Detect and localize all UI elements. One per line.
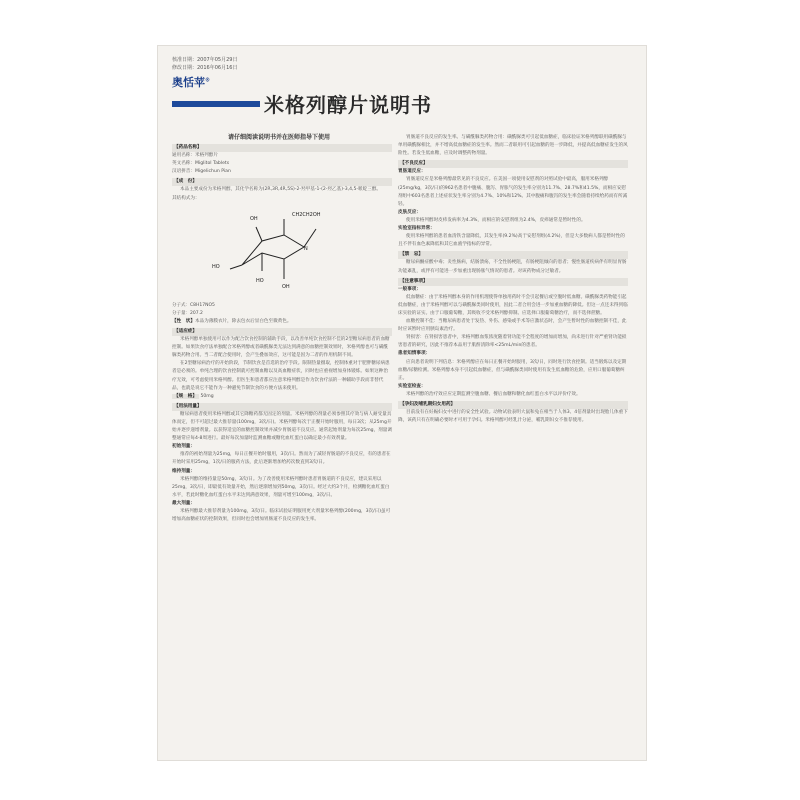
struct-ho-bottom: HO: [256, 277, 264, 284]
hypoglycemia-text: 低血糖症：由于米格列醇本身的作用机理使得单独用药时不会引起餐后或空腹时低血糖。磺酰脲类药物能引起低血糖症，由于米格列醇可以与磺酰脲类同时使用，因此二者合用会进一步加重血糖的降低。但这一点还未得到临床实验的证实。由于口服葡萄糖，其吸收不受米格列醇抑制。应选择口服葡萄糖治疗，而不选择蔗糖。: [398, 294, 628, 316]
generic-name: 通用名称：米格列醇片: [172, 153, 218, 159]
page-title: 米格列醇片说明书: [264, 93, 432, 117]
composition-text: 本品主要成份为米格列醇，其化学名称为(2R,3R,4R,5S)-2-羟甲基-1-(2-羟乙基)-3,4,5-哌啶三醇。: [180, 187, 382, 193]
english-name: 英文名称：Miglitol Tablets: [172, 161, 230, 167]
initial-dose-text: 推荐的初始剂量为25mg，每日正餐开始时服用，3次/日。然而为了减轻胃肠道的不良反应，有的患者在开始时采用25mg，1次/日的服药方法，此后逐渐增加给药次数直到3次/日。: [172, 452, 391, 466]
date-approved: 核准日期：2007年05月29日: [172, 57, 238, 63]
approval-dates: [172, 56, 237, 72]
glycemic-loss-text: 血糖控制不佳：当糖尿病患者处于发热、外伤、感染或手术等应激状态时，会产生暂时性的血糖控制不佳，此时应该暂时应用胰岛素治疗。: [398, 319, 627, 333]
section-character: 【性 状】: [172, 318, 195, 324]
left-column: [172, 142, 392, 754]
skin-text: 使用米格列醇时皮疹发病率为4.3%，而相应的安慰剂组为2.4%，皮疹通常是暂时性的。: [406, 217, 586, 223]
instruction-leaflet: [158, 46, 646, 760]
character-text: 本品为薄膜衣片，除去包衣后显白色至微黄色。: [194, 318, 292, 324]
contraindication-text: 糖尿病酮症酸中毒；炎性肠病，结肠溃疡，不全性肠梗阻，有肠梗阻倾向的患者；慢性肠道疾病伴有明显胃肠功能紊乱，或伴有可能进一步加重出现肠胀气情况的患者。对该药物成分过敏者。: [398, 260, 627, 274]
patient-info-heading: 患者知情事项：: [398, 351, 431, 357]
struct-n: N: [304, 245, 308, 252]
molecular-weight: 分子量：207.2: [172, 310, 203, 316]
lab-abnormal-text: 使用米格列醇的患者血清铁含量降低，其发生率(9.2%)高于安慰剂组(4.2%)，但是大多数病人都是暂时性的且不伴有血色素降低和其它血液学指标的异常。: [398, 234, 625, 248]
lab-abnormal-heading: 实验室指标异常：: [398, 226, 435, 232]
page-subtitle: 请仔细阅读说明书并在医师指导下使用: [228, 134, 331, 141]
general-heading: 一般事项：: [398, 286, 421, 292]
maintenance-dose-text: 米格列醇的维持量是50mg，3次/日。为了改善使用米格列醇时患者胃肠道的不良反应，建议采用以25mg，3次/日，即最低有效量开始，然后逐渐增加到50mg，3次/日。经过大约3个月，检测糖化血红蛋白水平，若此时糖化血红蛋白水平未达到满意效果，剂量可增至100mg，3次/日。: [172, 476, 390, 498]
patient-info-text: 应向患者说明下列信息：米格列醇应在每日正餐开始时服用，3次/日，同时进行饮食控制。适当锻炼以及定期血糖/尿糖检测。米格列醇本身不引起低血糖症，但与磺酰脲类同时使用有发生低血糖的危险，应用口服葡萄糖纠正。: [398, 359, 627, 381]
struct-chain: CH2CH2OH: [292, 211, 321, 218]
structural-formula: [172, 205, 392, 300]
skin-heading: 皮肤反应：: [398, 209, 421, 215]
section-dosage: 【用法用量】: [172, 403, 392, 411]
lab-test-heading: 实验室检查：: [398, 383, 426, 389]
molecule-drawing: [212, 205, 342, 300]
pinyin-name: 汉语拼音：Migelichun Pian: [172, 169, 231, 175]
title-bar: [172, 91, 632, 117]
date-revised: 修改日期：2016年06月16日: [172, 65, 238, 71]
section-contraindication: 【禁 忌】: [398, 251, 628, 259]
section-composition: 【成 份】: [172, 178, 392, 186]
struct-oh-top: OH: [250, 215, 258, 222]
max-dose-heading: 最大剂量：: [172, 500, 195, 506]
pregnancy-text: 目前没有在妊娠妇女中进行的安全性试验。动物试验表明大鼠和兔在相当于人体3、4倍剂量时出现胎儿体重下降，该药只有在明确必要时才可用于孕妇。米格列醇可经乳汁分泌，哺乳期妇女不推荐使用。: [398, 410, 628, 424]
continued-text: 胃肠道不良反应的发生率。与磺酰脲类药物合用：磺酰脲类可引起低血糖症，临床验证米格列醇联用磺酰脲与单用磺酰脲相比，并不增高低血糖症的发生率。然而二者联用可引起血糖的进一步降低，并提高低血糖症发生的风险性。若发生低血糖，应及时调整药物剂量。: [398, 135, 628, 157]
molecular-formula: 分子式：C8H17NO5: [172, 302, 215, 308]
gi-text: 胃肠道反应是米格列醇最常见的不良反应。在美国一项使用安慰剂的对照试验中最高，服用米格列醇(25mg/kg，3次/日)的962名患者中腹痛、腹泻、胃胀气的发生率分别为11.7%、28.7%和41.5%，而相应安慰剂组中603名患者上述症状发生率分别为4.7%、10%和12%。其中腹痛和腹泻的发生率会随着持续给药而有所减轻。: [398, 177, 628, 207]
section-precautions: 【注意事项】: [398, 278, 628, 286]
maintenance-dose-heading: 维持剂量：: [172, 468, 195, 474]
struct-ho-left: HO: [212, 263, 220, 270]
indication-text-2: 在2型糖尿病治疗的开始阶段，节制饮食是首选的治疗手段。限制热量摄取，控制体重对于肥胖糖尿病患者是必须的。单纯合理的饮食控制就可控制血糖以及高血糖症状，同时也应重视增加身体锻炼。如果这种治疗无效，可考虑使用米格列醇。但医生和患者都应注意米格列醇是作为饮食疗法的一种辅助手段而非替代品，也就是说它不能作为一种避免节制饮食的方便方法来使用。: [172, 361, 390, 391]
gi-heading: 胃肠道反应：: [398, 169, 426, 175]
indication-text-1: 米格列醇单独使用可以作为配合饮食控制的辅助手段，以改善单纯饮食控制不佳的2型糖尿病患者的血糖控制。如果饮食疗法单独配合米格列醇或者磺酰脲类无法达到满意的血糖控制效果时，米格列醇也可与磺酰脲类药物合用。当二者配合使用时，会产生叠加效应，这可能是因为二者的作用机制不同。: [172, 337, 390, 359]
section-pregnancy: 【孕妇及哺乳期妇女用药】: [398, 401, 628, 409]
section-indication: 【适应症】: [172, 328, 392, 336]
structure-heading: 其结构式为：: [172, 195, 200, 201]
right-column: [398, 134, 628, 752]
brand-logo: [172, 74, 210, 90]
max-dose-text: 米格列醇最大推荐剂量为100mg，3次/日。临床试验证明服用更大剂量米格列醇(200mg，3次/日)虽可增加高血糖症状的控制效果，但同时也会增加胃肠道不良反应的发生率。: [172, 509, 391, 523]
registered-mark: ®: [205, 77, 210, 84]
renal-text: 肾损害：在肾损害患者中，米格列醇血浆浓度随着肾功能不全程度的增加而增加，尚未进行针对严重肾功能损害患者的研究，因此不推荐本品用于肌酐清除率<25mL/min的患者。: [398, 335, 627, 349]
section-spec: 【规 格】: [174, 393, 197, 399]
title-accent-bar: [172, 101, 260, 107]
lab-test-text: 米格列醇的治疗效应应定期监测空腹血糖、餐后血糖和糖化血红蛋白水平以评价疗效。: [406, 391, 581, 397]
spec-text: 50mg: [200, 393, 214, 399]
section-drug-name: 【药品名称】: [172, 144, 392, 152]
brand-name: 奥恬苹: [172, 76, 205, 89]
section-adverse: 【不良反应】: [398, 160, 628, 168]
dosage-text: 糖尿病患者使用米格列醇或其它降糖药都无固定的剂量。米格列醇的剂量必须参照其疗效与病人耐受量具体而定，但不可超过最大推荐量(100mg，3次/日)。米格列醇每次于正餐开始时服用，每日3次；从25mg开始并逐步递增剂量。以获得适宜的血糖控制效果并减少胃肠道不良反应。通常起始剂量为每次25mg，剂量调整通常应每4-8周进行。最好每次加量时监测血糖或糖化血红蛋白以确定最小有效剂量。: [172, 411, 392, 442]
initial-dose-heading: 初始剂量：: [172, 444, 195, 450]
struct-oh-bottom: OH: [282, 283, 290, 290]
